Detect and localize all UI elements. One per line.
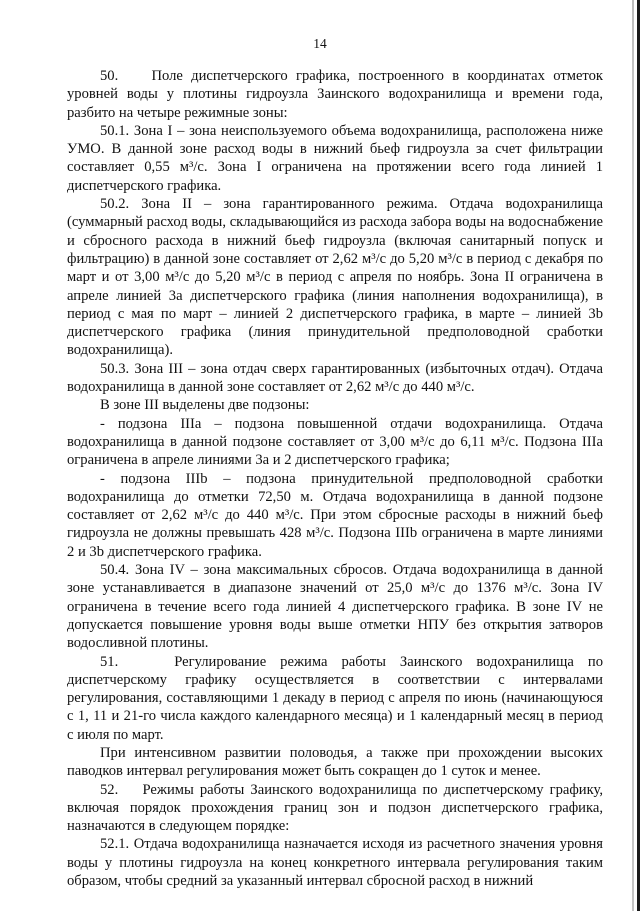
list-item-subzone-iiib: - подзона IIIb – подзона принудительной предполоводной сработки водохранилища до отметки 72,50 м. Отдача водохранилища в данной подзоне составляет от 2,62 м³/с до 440 м³/с. При этом сбросные расходы в нижний бьеф гидроузла не должны превышать 428 м³/с. Подзона IIIb ограничена в марте линиями 2 и 3b диспетчерского графика.: [67, 470, 603, 560]
paragraph-50: 50. Поле диспетчерского графика, построенного в координатах отметок уровней воды у плотины гидроузла Заинского водохранилища и времени года, разбито на четыре режимные зоны:: [67, 68, 603, 121]
paragraph-51: 51. Регулирование режима работы Заинского водохранилища по диспетчерскому графику осуществляется в соответствии с интервалами регулирования, составляющими 1 декаду в период с апреля по июнь (начинающуюся с 1, 11 и 21-го числа каждого календарного месяца) и 1 календарный месяц в период с июля по март.: [67, 653, 603, 743]
paragraph-50-1: 50.1. Зона I – зона неиспользуемого объема водохранилища, расположена ниже УМО. В данной зоне расход воды в нижний бьеф гидроузла за счет фильтрации составляет 0,55 м³/с. Зона I ограничена на протяжении всего года линией 1 диспетчерского графика.: [67, 122, 603, 194]
paragraph-50-3: 50.3. Зона III – зона отдач сверх гарантированных (избыточных отдач). Отдача водохранилища в данной зоне составляет от 2,62 м³/с до 440 м³/с.: [67, 360, 603, 396]
paragraph-50-4: 50.4. Зона IV – зона максимальных сбросов. Отдача водохранилища в данной зоне устанавливается в диапазоне значений от 25,0 м³/с до 1376 м³/с. Зона IV ограничена в течение всего года линией 4 диспетчерского графика. В зоне IV не допускается повышение уровня воды выше отметки НПУ без открытия затворов водосливной плотины.: [67, 562, 603, 652]
paragraph-flood-note: При интенсивном развитии половодья, а также при прохождении высоких паводков интервал регулирования может быть сокращен до 1 суток и менее.: [67, 744, 603, 780]
document-body: [67, 67, 603, 890]
paragraph-52-1: 52.1. Отдача водохранилища назначается исходя из расчетного значения уровня воды у плотины гидроузла на конец конкретного интервала регулирования таким образом, чтобы средний за указанный интервал сбросной расход в нижний: [67, 836, 603, 890]
page-number: 14: [313, 36, 327, 51]
paragraph-zone-iii-subzones: В зоне III выделены две подзоны:: [100, 397, 310, 414]
paragraph-52: 52. Режимы работы Заинского водохранилища по диспетчерскому графику, включая порядок прохождения границ зон и подзон диспетчерского графика, назначаются в следующем порядке:: [67, 781, 603, 835]
list-item-subzone-iiia: - подзона IIIa – подзона повышенной отдачи водохранилища. Отдача водохранилища в данной подзоне составляет от 3,00 м³/с до 6,11 м³/с. Подзона IIIa ограничена в апреле линиями 3а и 2 диспетчерского графика;: [67, 415, 603, 469]
paragraph-50-2: 50.2. Зона II – зона гарантированного режима. Отдача водохранилища (суммарный расход воды, складывающийся из расхода забора воды на водоснабжение и сбросного расхода в нижний бьеф гидроузла (включая санитарный попуск и фильтрацию) в данной зоне составляет от 2,62 м³/с до 5,20 м³/с в период с декабря по март и от 3,00 м³/с до 5,20 м³/с в период с апреля по ноябрь. Зона II ограничена в апреле линией 3а диспетчерского графика (линия наполнения водохранилища), в период с мая по март – линией 2 диспетчерского графика, в марте – линией 3b диспетчерского графика (линия принудительной предполоводной сработки водохранилища).: [67, 196, 603, 359]
